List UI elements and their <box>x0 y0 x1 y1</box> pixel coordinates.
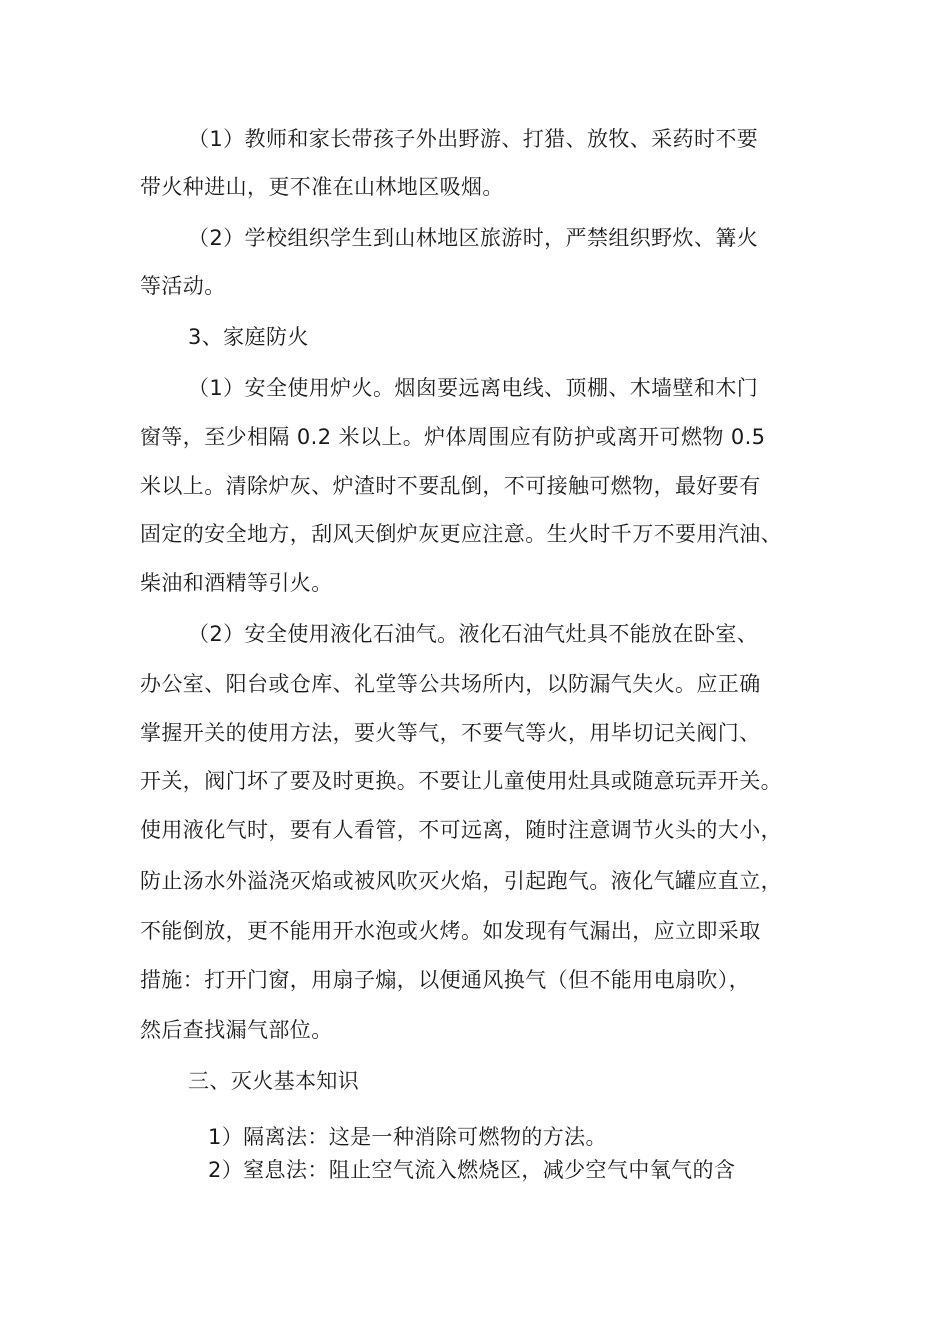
paragraph-line: 防止汤水外溢浇灭焰或被风吹灭火焰，引起跑气。液化气罐应直立， <box>140 869 782 893</box>
paragraph-line: 米以上。清除炉灰、炉渣时不要乱倒，不可接触可燃物，最好要有 <box>140 474 761 498</box>
paragraph-line: 然后查找漏气部位。 <box>140 1018 333 1042</box>
section-heading: 3、家庭防火 <box>188 325 309 349</box>
paragraph-line: （1）安全使用炉火。烟囱要远离电线、顶棚、木墙壁和木门 <box>188 376 759 400</box>
paragraph-line: （1）教师和家长带孩子外出野游、打猎、放牧、采药时不要 <box>188 127 759 151</box>
paragraph-line: 掌握开关的使用方法，要火等气，不要气等火，用毕切记关阀门、 <box>140 721 761 745</box>
paragraph-line: 柴油和酒精等引火。 <box>140 571 333 595</box>
paragraph-line: 带火种进山，更不准在山林地区吸烟。 <box>140 175 504 199</box>
section-heading: 三、灭火基本知识 <box>188 1069 360 1093</box>
paragraph-line: 固定的安全地方，刮风天倒炉灰更应注意。生火时千万不要用汽油、 <box>140 522 782 546</box>
paragraph-line: （2）学校组织学生到山林地区旅游时，严禁组织野炊、篝火 <box>188 226 759 250</box>
list-item: 1）隔离法：这是一种消除可燃物的方法。 <box>208 1125 607 1149</box>
paragraph-line: 使用液化气时，要有人看管，不可远离，随时注意调节火头的大小， <box>140 818 782 842</box>
paragraph-line: 不能倒放，更不能用开水泡或火烤。如发现有气漏出，应立即采取 <box>140 919 761 943</box>
list-item: 2）窒息法：阻止空气流入燃烧区，减少空气中氧气的含 <box>208 1158 736 1182</box>
paragraph-line: （2）安全使用液化石油气。液化石油气灶具不能放在卧室、 <box>188 622 759 646</box>
paragraph-line: 开关，阀门坏了要及时更换。不要让儿童使用灶具或随意玩弄开关。 <box>140 769 782 793</box>
paragraph-line: 等活动。 <box>140 274 226 298</box>
paragraph-line: 措施：打开门窗，用扇子煽，以便通风换气（但不能用电扇吹）， <box>140 968 751 992</box>
paragraph-line: 窗等，至少相隔 0.2 米以上。炉体周围应有防护或离开可燃物 0.5 <box>140 425 766 449</box>
paragraph-line: 办公室、阳台或仓库、礼堂等公共场所内，以防漏气失火。应正确 <box>140 672 761 696</box>
